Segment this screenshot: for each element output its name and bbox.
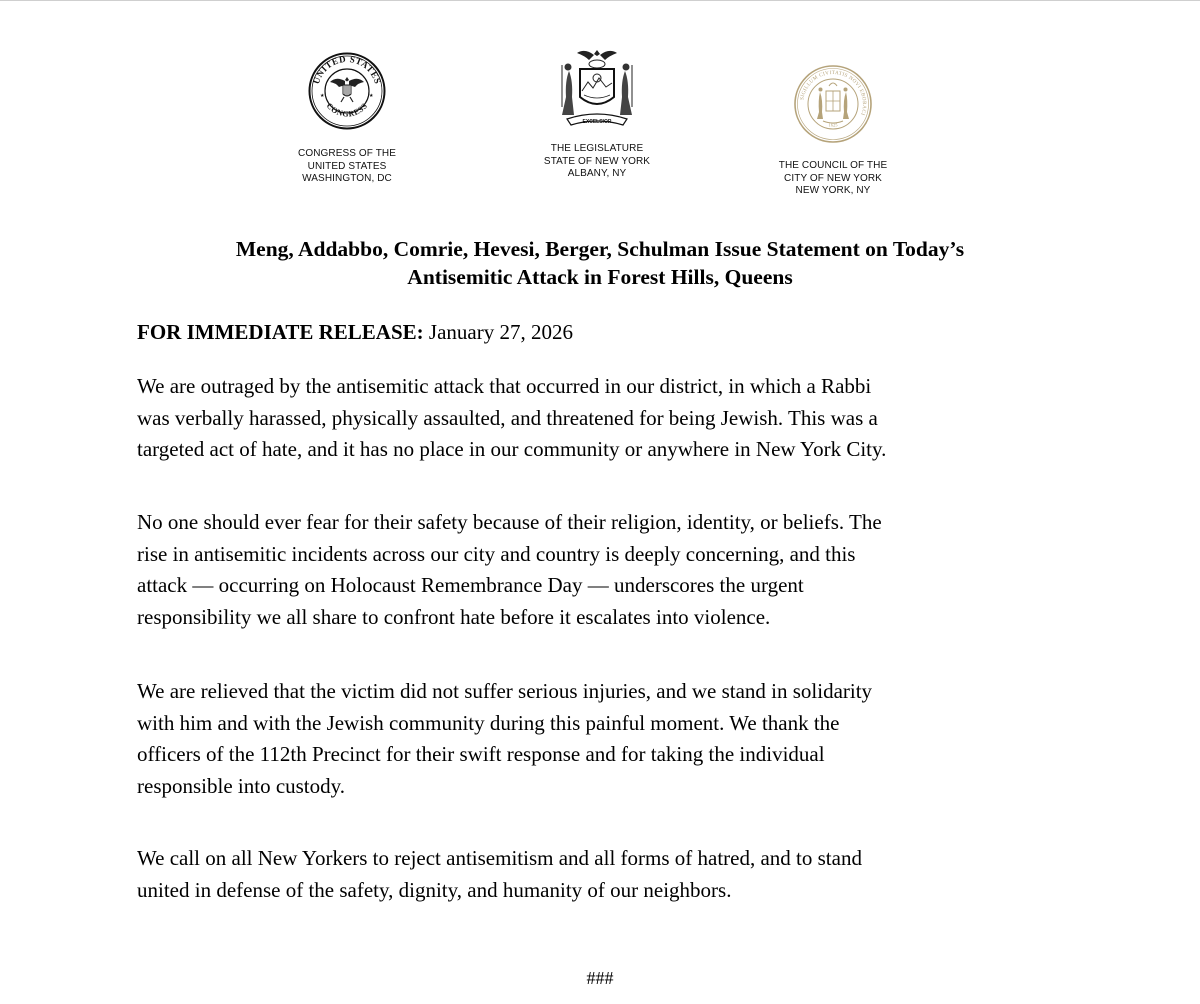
ny-state-seal-image: [547, 47, 647, 137]
svg-text:★: ★: [369, 94, 374, 99]
svg-text:★: ★: [320, 94, 325, 99]
council-caption: THE COUNCIL OF THE CITY OF NEW YORK NEW YORK, NY: [778, 160, 888, 196]
nyc-seal-image: [793, 64, 873, 144]
end-mark: ###: [586, 968, 614, 988]
congress-seal-image: [308, 52, 386, 130]
council-seal-block: [772, 64, 894, 198]
paragraph-4: We call on all New Yorkers to reject antisemitism and all forms of hatred, and to stand united in defense of the safety, dignity, and humanity of our neighbors.: [137, 846, 862, 902]
top-border: [0, 0, 1200, 1]
headline-line: Meng, Addabbo, Comrie, Hevesi, Berger, Schulman Issue Statement on Today’s: [235, 237, 965, 261]
legislature-caption: THE LEGISLATURE STATE OF NEW YORK ALBANY, NY: [543, 143, 651, 179]
release-label: FOR IMMEDIATE RELEASE:: [137, 320, 424, 344]
paragraph-3: We are relieved that the victim did not suffer serious injuries, and we stand in solidarity with him and with the Jewish community during this painful moment. We thank the officers of the 112th Precinct for their swift response and for taking the individual responsible into custody.: [137, 679, 873, 798]
svg-text:SIGILLUM CIVITATIS NOVI EBORAC: SIGILLUM CIVITATIS NOVI EBORACI: [799, 69, 868, 117]
svg-text:UNITED STATES: UNITED STATES: [310, 53, 384, 86]
release-line: [137, 318, 573, 346]
headline: [100, 235, 1100, 291]
paragraph-2: No one should ever fear for their safety because of their religion, identity, or beliefs. The rise in antisemitic incidents across our city and country is deeply concerning, and this attack — occurring on Holocaust Remembrance Day — underscores the urgent responsibility we all share to confront hate before it escalates into violence.: [137, 510, 882, 629]
headline-line: Antisemitic Attack in Forest Hills, Queens: [407, 265, 793, 289]
legislature-seal-block: [531, 47, 663, 181]
paragraph-1: We are outraged by the antisemitic attack that occurred in our district, in which a Rabbi was verbally harassed, physically assaulted, and threatened for being Jewish. This was a targeted act of hate, and it has no place in our community or anywhere in New York City.: [137, 374, 887, 461]
congress-seal-block: [295, 52, 399, 186]
release-date: January 27, 2026: [428, 320, 573, 344]
svg-text:CONGRESS: CONGRESS: [324, 101, 370, 119]
svg-text:EXCELSIOR: EXCELSIOR: [582, 119, 612, 125]
congress-caption: CONGRESS OF THE UNITED STATES WASHINGTON, DC: [298, 148, 396, 184]
svg-text:1625: 1625: [828, 122, 838, 128]
